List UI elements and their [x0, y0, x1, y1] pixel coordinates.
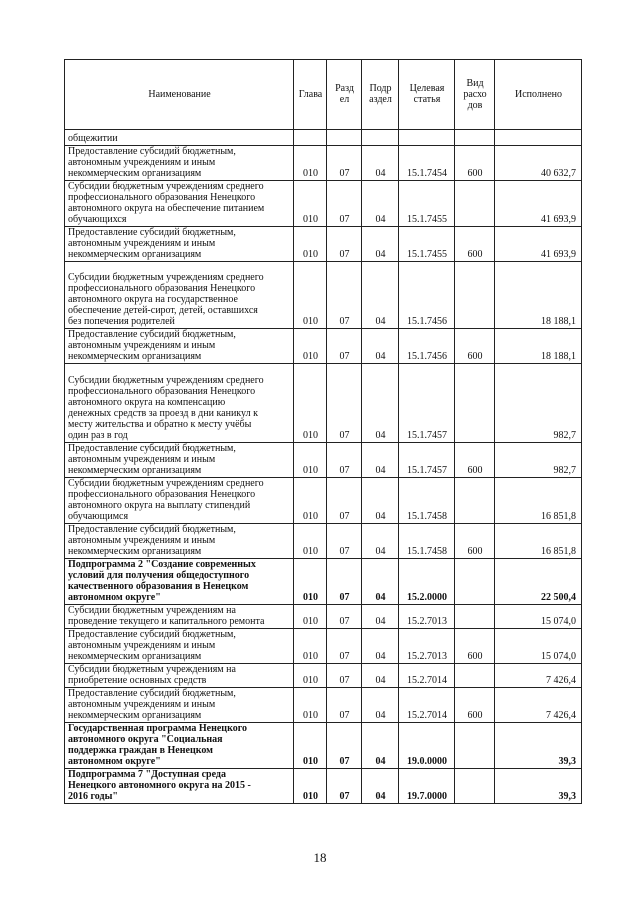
- table-row: [65, 329, 582, 364]
- cell-razdel: 07: [327, 629, 362, 664]
- cell-executed: 15 074,0: [495, 629, 582, 664]
- cell-podrazdel: 04: [362, 524, 399, 559]
- cell-name: Предоставление субсидий бюджетным, автономным учреждениям и иным некоммерческим организациям: [65, 443, 294, 478]
- header-glava: Глава: [294, 60, 327, 130]
- cell-name: Предоставление субсидий бюджетным, автономным учреждениям и иным некоммерческим организациям: [65, 688, 294, 723]
- cell-executed: 41 693,9: [495, 181, 582, 227]
- cell-glava: 010: [294, 769, 327, 804]
- cell-executed: [495, 130, 582, 146]
- cell-target: [399, 130, 455, 146]
- table-row: [65, 524, 582, 559]
- cell-name: Подпрограмма 2 "Создание современных условий для получения общедоступного качественного образования в Ненецком автономном округе": [65, 559, 294, 605]
- cell-executed: 16 851,8: [495, 478, 582, 524]
- cell-glava: 010: [294, 629, 327, 664]
- cell-target: 15.1.7454: [399, 146, 455, 181]
- cell-podrazdel: 04: [362, 364, 399, 443]
- table-row: [65, 629, 582, 664]
- cell-vid: [455, 559, 495, 605]
- table-row: [65, 478, 582, 524]
- table-row: [65, 443, 582, 478]
- cell-razdel: 07: [327, 227, 362, 262]
- cell-executed: 39,3: [495, 769, 582, 804]
- header-podrazdel: Подр аздел: [362, 60, 399, 130]
- cell-podrazdel: 04: [362, 769, 399, 804]
- cell-glava: 010: [294, 443, 327, 478]
- budget-table-page: [64, 59, 581, 804]
- cell-executed: 18 188,1: [495, 262, 582, 329]
- page-number: 18: [313, 850, 327, 865]
- cell-target: 15.2.0000: [399, 559, 455, 605]
- cell-razdel: 07: [327, 605, 362, 629]
- cell-glava: 010: [294, 181, 327, 227]
- cell-podrazdel: 04: [362, 664, 399, 688]
- cell-razdel: 07: [327, 443, 362, 478]
- cell-name: Подпрограмма 7 "Доступная среда Ненецкого автономного округа на 2015 - 2016 годы": [65, 769, 294, 804]
- table-header-row: [65, 60, 582, 130]
- cell-glava: 010: [294, 664, 327, 688]
- cell-target: 15.1.7455: [399, 227, 455, 262]
- cell-target: 15.2.7014: [399, 664, 455, 688]
- cell-razdel: 07: [327, 329, 362, 364]
- cell-razdel: 07: [327, 181, 362, 227]
- cell-razdel: 07: [327, 524, 362, 559]
- cell-razdel: 07: [327, 262, 362, 329]
- header-razdel: Разд ел: [327, 60, 362, 130]
- cell-target: 15.1.7458: [399, 524, 455, 559]
- cell-glava: 010: [294, 262, 327, 329]
- cell-podrazdel: 04: [362, 443, 399, 478]
- cell-name: Субсидии бюджетным учреждениям среднего профессионального образования Ненецкого автономного округа на компенсацию денежных средств за проезд в дни каникул к месту жительства и обратно к месту учёбы один раз в год: [65, 364, 294, 443]
- table-row: [65, 181, 582, 227]
- table-row: [65, 664, 582, 688]
- cell-vid: [455, 130, 495, 146]
- cell-target: 15.2.7013: [399, 629, 455, 664]
- cell-vid: [455, 723, 495, 769]
- cell-name: Предоставление субсидий бюджетным, автономным учреждениям и иным некоммерческим организациям: [65, 524, 294, 559]
- cell-glava: 010: [294, 146, 327, 181]
- cell-podrazdel: 04: [362, 227, 399, 262]
- cell-name: Субсидии бюджетным учреждениям среднего профессионального образования Ненецкого автономного округа на обеспечение питанием обучающихся: [65, 181, 294, 227]
- cell-executed: 16 851,8: [495, 524, 582, 559]
- cell-target: 15.1.7455: [399, 181, 455, 227]
- cell-name: Предоставление субсидий бюджетным, автономным учреждениям и иным некоммерческим организациям: [65, 629, 294, 664]
- cell-glava: 010: [294, 478, 327, 524]
- cell-podrazdel: 04: [362, 329, 399, 364]
- cell-razdel: 07: [327, 364, 362, 443]
- cell-vid: [455, 769, 495, 804]
- cell-razdel: 07: [327, 769, 362, 804]
- table-row: [65, 364, 582, 443]
- cell-target: 15.1.7458: [399, 478, 455, 524]
- cell-glava: 010: [294, 688, 327, 723]
- table-row: [65, 559, 582, 605]
- cell-vid: [455, 262, 495, 329]
- cell-name: Субсидии бюджетным учреждениям на приобретение основных средств: [65, 664, 294, 688]
- cell-target: 15.1.7457: [399, 364, 455, 443]
- cell-podrazdel: 04: [362, 688, 399, 723]
- cell-vid: 600: [455, 227, 495, 262]
- cell-executed: 982,7: [495, 443, 582, 478]
- cell-executed: 18 188,1: [495, 329, 582, 364]
- cell-podrazdel: 04: [362, 559, 399, 605]
- cell-vid: 600: [455, 524, 495, 559]
- cell-target: 15.1.7456: [399, 329, 455, 364]
- cell-name: Государственная программа Ненецкого автономного округа "Социальная поддержка граждан в Ненецком автономном округе": [65, 723, 294, 769]
- cell-vid: [455, 478, 495, 524]
- cell-vid: 600: [455, 146, 495, 181]
- cell-vid: 600: [455, 329, 495, 364]
- cell-executed: 7 426,4: [495, 688, 582, 723]
- cell-glava: 010: [294, 559, 327, 605]
- cell-name: Предоставление субсидий бюджетным, автономным учреждениям и иным некоммерческим организациям: [65, 329, 294, 364]
- cell-podrazdel: 04: [362, 262, 399, 329]
- cell-name: общежитии: [65, 130, 294, 146]
- table-row: [65, 688, 582, 723]
- cell-target: 15.1.7456: [399, 262, 455, 329]
- cell-executed: 39,3: [495, 723, 582, 769]
- cell-name: Субсидии бюджетным учреждениям на проведение текущего и капитального ремонта: [65, 605, 294, 629]
- header-name: Наименование: [65, 60, 294, 130]
- header-executed: Исполнено: [495, 60, 582, 130]
- cell-vid: 600: [455, 443, 495, 478]
- cell-glava: [294, 130, 327, 146]
- cell-vid: 600: [455, 688, 495, 723]
- budget-table: [64, 59, 582, 804]
- cell-target: 19.7.0000: [399, 769, 455, 804]
- cell-glava: 010: [294, 227, 327, 262]
- cell-podrazdel: 04: [362, 723, 399, 769]
- cell-name: Субсидии бюджетным учреждениям среднего профессионального образования Ненецкого автономного округа на выплату стипендий обучающимся: [65, 478, 294, 524]
- cell-executed: 982,7: [495, 364, 582, 443]
- cell-vid: 600: [455, 629, 495, 664]
- cell-target: 15.2.7014: [399, 688, 455, 723]
- cell-razdel: 07: [327, 723, 362, 769]
- cell-target: 15.2.7013: [399, 605, 455, 629]
- table-row: [65, 605, 582, 629]
- cell-podrazdel: 04: [362, 181, 399, 227]
- cell-vid: [455, 364, 495, 443]
- cell-podrazdel: 04: [362, 629, 399, 664]
- header-target: Целевая статья: [399, 60, 455, 130]
- cell-razdel: 07: [327, 146, 362, 181]
- cell-vid: [455, 664, 495, 688]
- table-row: [65, 723, 582, 769]
- cell-podrazdel: 04: [362, 478, 399, 524]
- cell-glava: 010: [294, 329, 327, 364]
- cell-podrazdel: 04: [362, 146, 399, 181]
- cell-executed: 15 074,0: [495, 605, 582, 629]
- cell-executed: 40 632,7: [495, 146, 582, 181]
- cell-name: Предоставление субсидий бюджетным, автономным учреждениям и иным некоммерческим организациям: [65, 146, 294, 181]
- cell-name: Субсидии бюджетным учреждениям среднего профессионального образования Ненецкого автономного округа на государственное обеспечение детей-сирот, детей, оставшихся без попечения родителей: [65, 262, 294, 329]
- table-row: [65, 130, 582, 146]
- cell-glava: 010: [294, 605, 327, 629]
- cell-razdel: 07: [327, 478, 362, 524]
- cell-razdel: 07: [327, 559, 362, 605]
- cell-executed: 41 693,9: [495, 227, 582, 262]
- cell-podrazdel: [362, 130, 399, 146]
- cell-vid: [455, 605, 495, 629]
- cell-executed: 22 500,4: [495, 559, 582, 605]
- header-vid: Вид расхо дов: [455, 60, 495, 130]
- cell-razdel: 07: [327, 688, 362, 723]
- cell-vid: [455, 181, 495, 227]
- cell-razdel: [327, 130, 362, 146]
- cell-glava: 010: [294, 364, 327, 443]
- cell-podrazdel: 04: [362, 605, 399, 629]
- cell-target: 15.1.7457: [399, 443, 455, 478]
- cell-glava: 010: [294, 723, 327, 769]
- table-row: [65, 262, 582, 329]
- table-row: [65, 769, 582, 804]
- cell-executed: 7 426,4: [495, 664, 582, 688]
- cell-glava: 010: [294, 524, 327, 559]
- table-row: [65, 227, 582, 262]
- table-row: [65, 146, 582, 181]
- cell-name: Предоставление субсидий бюджетным, автономным учреждениям и иным некоммерческим организациям: [65, 227, 294, 262]
- cell-target: 19.0.0000: [399, 723, 455, 769]
- cell-razdel: 07: [327, 664, 362, 688]
